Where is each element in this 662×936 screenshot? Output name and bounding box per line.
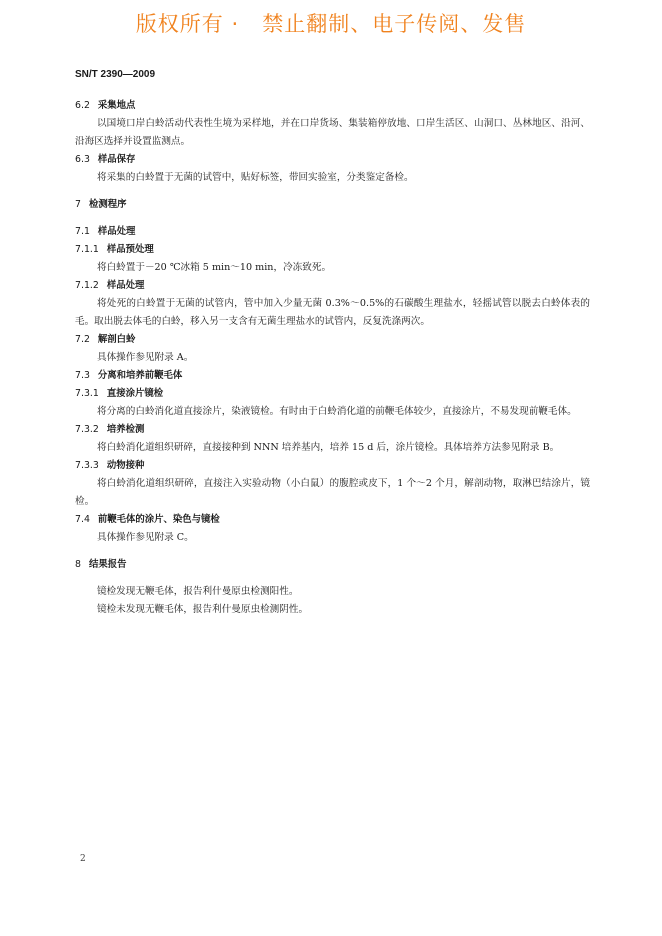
- section-title: 分离和培养前鞭毛体: [97, 370, 183, 381]
- heading-7-1: [75, 223, 590, 241]
- document-body: [75, 97, 590, 619]
- heading-7-3: [75, 367, 590, 385]
- heading-6-3: [75, 151, 590, 169]
- paragraph-7-1-2: 将处死的白蛉置于无菌的试管内，管中加入少量无菌 0.3%～0.5%的石碳酸生理盐水，轻摇试管以脱去白蛉体表的毛。取出脱去体毛的白蛉，移入另一支含有无菌生理盐水的试管内，反复洗涤两次。: [75, 298, 590, 327]
- section-number: 6.2: [75, 100, 90, 111]
- heading-6-2: [75, 97, 590, 115]
- paragraph-7-3-3: 将白蛉消化道组织研碎，直接注入实验动物（小白鼠）的腹腔或皮下，1 个～2 个月，解剖动物，取淋巴结涂片，镜检。: [75, 478, 590, 507]
- paragraph-6-3: 将采集的白蛉置于无菌的试管中，贴好标签，带回实验室，分类鉴定备检。: [97, 172, 414, 183]
- section-title: 采集地点: [97, 100, 136, 111]
- heading-7-2: [75, 331, 590, 349]
- section-title: 样品保存: [97, 154, 136, 165]
- result-negative-line: 镜检未发现无鞭毛体，报告利什曼原虫检测阴性。: [97, 604, 309, 615]
- page-number: 2: [80, 854, 86, 864]
- section-number: 7.2: [75, 334, 90, 345]
- heading-7-1-2: [75, 277, 590, 295]
- standard-code: SN/T 2390—2009: [75, 69, 156, 80]
- section-number: 7.3.3: [75, 460, 99, 471]
- section-number: 7.3.2: [75, 424, 99, 435]
- heading-7-3-1: [75, 385, 590, 403]
- paragraph-7-4: 具体操作参见附录 C。: [97, 532, 194, 543]
- section-number: 7.1.2: [75, 280, 99, 291]
- section-title: 结果报告: [88, 559, 127, 570]
- section-title: 培养检测: [106, 424, 145, 435]
- copyright-watermark: 版权所有 · 禁止翻制、电子传阅、发售: [135, 12, 527, 36]
- section-title: 动物接种: [106, 460, 145, 471]
- heading-7-3-2: [75, 421, 590, 439]
- section-title: 样品预处理: [106, 244, 154, 255]
- heading-7-1-1: [75, 241, 590, 259]
- result-positive-line: 镜检发现无鞭毛体，报告利什曼原虫检测阳性。: [97, 586, 299, 597]
- section-number: 7.1.1: [75, 244, 99, 255]
- section-title: 解剖白蛉: [97, 334, 136, 345]
- section-title: 直接涂片镜检: [106, 388, 164, 399]
- paragraph-7-3-1: 将分离的白蛉消化道直接涂片，染液镜检。有时由于白蛉消化道的前鞭毛体较少，直接涂片，不易发现前鞭毛体。: [97, 406, 577, 417]
- section-number: 7.4: [75, 514, 90, 525]
- paragraph-6-2: 以国境口岸白蛉活动代表性生境为采样地，并在口岸货场、集装箱停放地、口岸生活区、山洞口、丛林地区、沿河、沿海区选择并设置监测点。: [75, 118, 590, 147]
- section-title: 样品处理: [97, 226, 136, 237]
- section-title: 样品处理: [106, 280, 145, 291]
- section-number: 7.1: [75, 226, 90, 237]
- section-title: 检测程序: [88, 199, 127, 210]
- heading-7-3-3: [75, 457, 590, 475]
- paragraph-7-2: 具体操作参见附录 A。: [97, 352, 194, 363]
- section-title: 前鞭毛体的涂片、染色与镜检: [97, 514, 220, 525]
- section-number: 7: [75, 199, 81, 210]
- section-number: 8: [75, 559, 81, 570]
- section-number: 6.3: [75, 154, 90, 165]
- section-number: 7.3: [75, 370, 90, 381]
- heading-7-4: [75, 511, 590, 529]
- section-number: 7.3.1: [75, 388, 99, 399]
- paragraph-7-1-1: 将白蛉置于－20 ℃冰箱 5 min～10 min，冷冻致死。: [97, 262, 332, 273]
- heading-8: [75, 556, 590, 574]
- heading-7: [75, 196, 590, 214]
- paragraph-7-3-2: 将白蛉消化道组织研碎，直接接种到 NNN 培养基内，培养 15 d 后，涂片镜检。具体培养方法参见附录 B。: [97, 442, 560, 453]
